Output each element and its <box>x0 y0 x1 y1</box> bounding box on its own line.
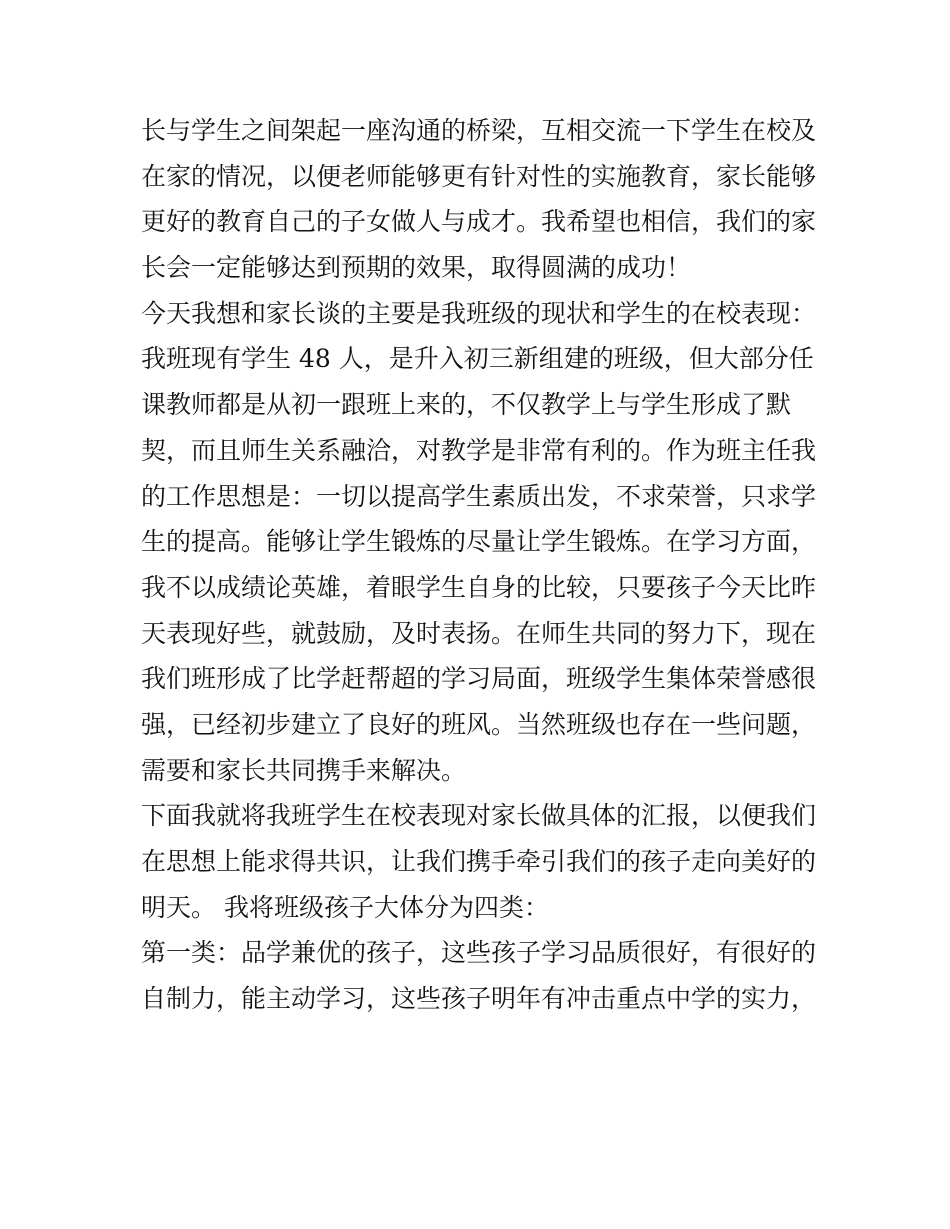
text-line: 契，而且师生关系融洽，对教学是非常有利的。作为班主任我 <box>141 435 817 465</box>
text-line: 我们班形成了比学赶帮超的学习局面，班级学生集体荣誉感很 <box>141 664 817 694</box>
text-line: 天表现好些，就鼓励，及时表扬。在师生共同的努力下，现在 <box>141 618 817 648</box>
text-line: 下面我就将我班学生在校表现对家长做具体的汇报，以便我们 <box>141 801 817 831</box>
text-line: 自制力，能主动学习，这些孩子明年有冲击重点中学的实力， <box>141 984 817 1014</box>
text-line: 我班现有学生 48 人，是升入初三新组建的班级，但大部分任 <box>141 344 814 374</box>
text-line: 需要和家长共同携手来解决。 <box>141 755 467 785</box>
text-line: 在家的情况，以便老师能够更有针对性的实施教育，家长能够 <box>141 161 817 191</box>
text-line: 的工作思想是：一切以提高学生素质出发，不求荣誉，只求学 <box>141 481 817 511</box>
text-line: 更好的教育自己的子女做人与成才。我希望也相信，我们的家 <box>141 207 817 237</box>
text-line: 明天。 我将班级孩子大体分为四类： <box>141 892 549 922</box>
text-line: 长会一定能够达到预期的效果，取得圆满的成功！ <box>141 253 692 283</box>
text-line: 课教师都是从初一跟班上来的，不仅教学上与学生形成了默 <box>141 390 792 420</box>
body-text <box>141 108 821 1022</box>
text-line: 在思想上能求得共识，让我们携手牵引我们的孩子走向美好的 <box>141 847 817 876</box>
text-line: 第一类：品学兼优的孩子，这些孩子学习品质很好，有很好的 <box>141 938 817 968</box>
text-line: 强，已经初步建立了良好的班风。当然班级也存在一些问题， <box>141 709 817 739</box>
text-line: 我不以成绩论英雄，着眼学生自身的比较，只要孩子今天比昨 <box>141 572 817 602</box>
text-line: 长与学生之间架起一座沟通的桥梁，互相交流一下学生在校及 <box>141 116 817 145</box>
text-line: 今天我想和家长谈的主要是我班级的现状和学生的在校表现： <box>141 298 817 328</box>
text-line: 生的提高。能够让学生锻炼的尽量让学生锻炼。在学习方面， <box>141 527 817 557</box>
